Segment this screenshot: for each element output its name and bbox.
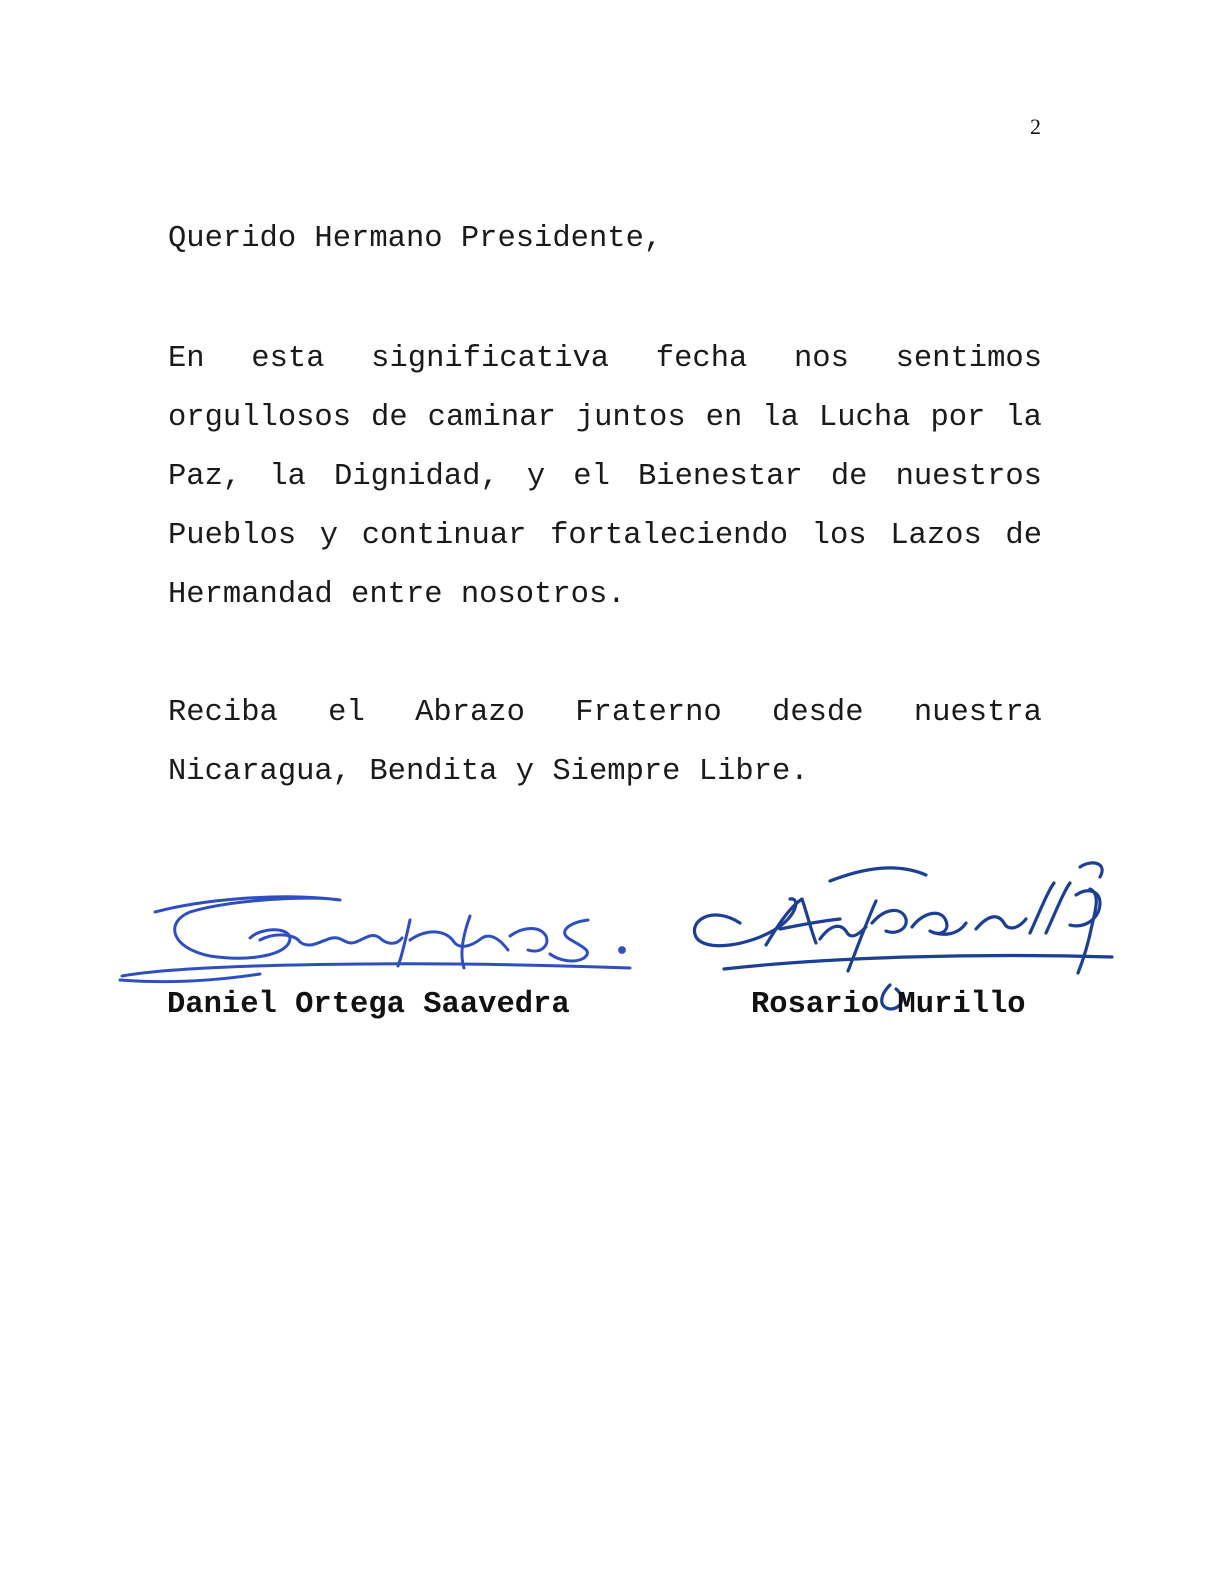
- signatory-name-1: Daniel Ortega Saavedra: [167, 988, 570, 1022]
- body-paragraph-1: En esta significativa fecha nos sentimos orgullosos de caminar juntos en la Lucha por la Paz, la Dignidad, y el Bienestar de nuestros Pueblos y continuar fortaleciendo los Lazos de Hermandad entre nosotros.: [168, 342, 1042, 612]
- salutation: Querido Hermano Presidente,: [168, 222, 663, 256]
- signatory-name-2: Rosario Murillo: [751, 988, 1026, 1022]
- body-paragraph-2: Reciba el Abrazo Fraterno desde nuestra Nicaragua, Bendita y Siempre Libre.: [168, 696, 1042, 789]
- signature-daniel-ortega: [110, 880, 650, 990]
- page-number: 2: [1030, 114, 1041, 139]
